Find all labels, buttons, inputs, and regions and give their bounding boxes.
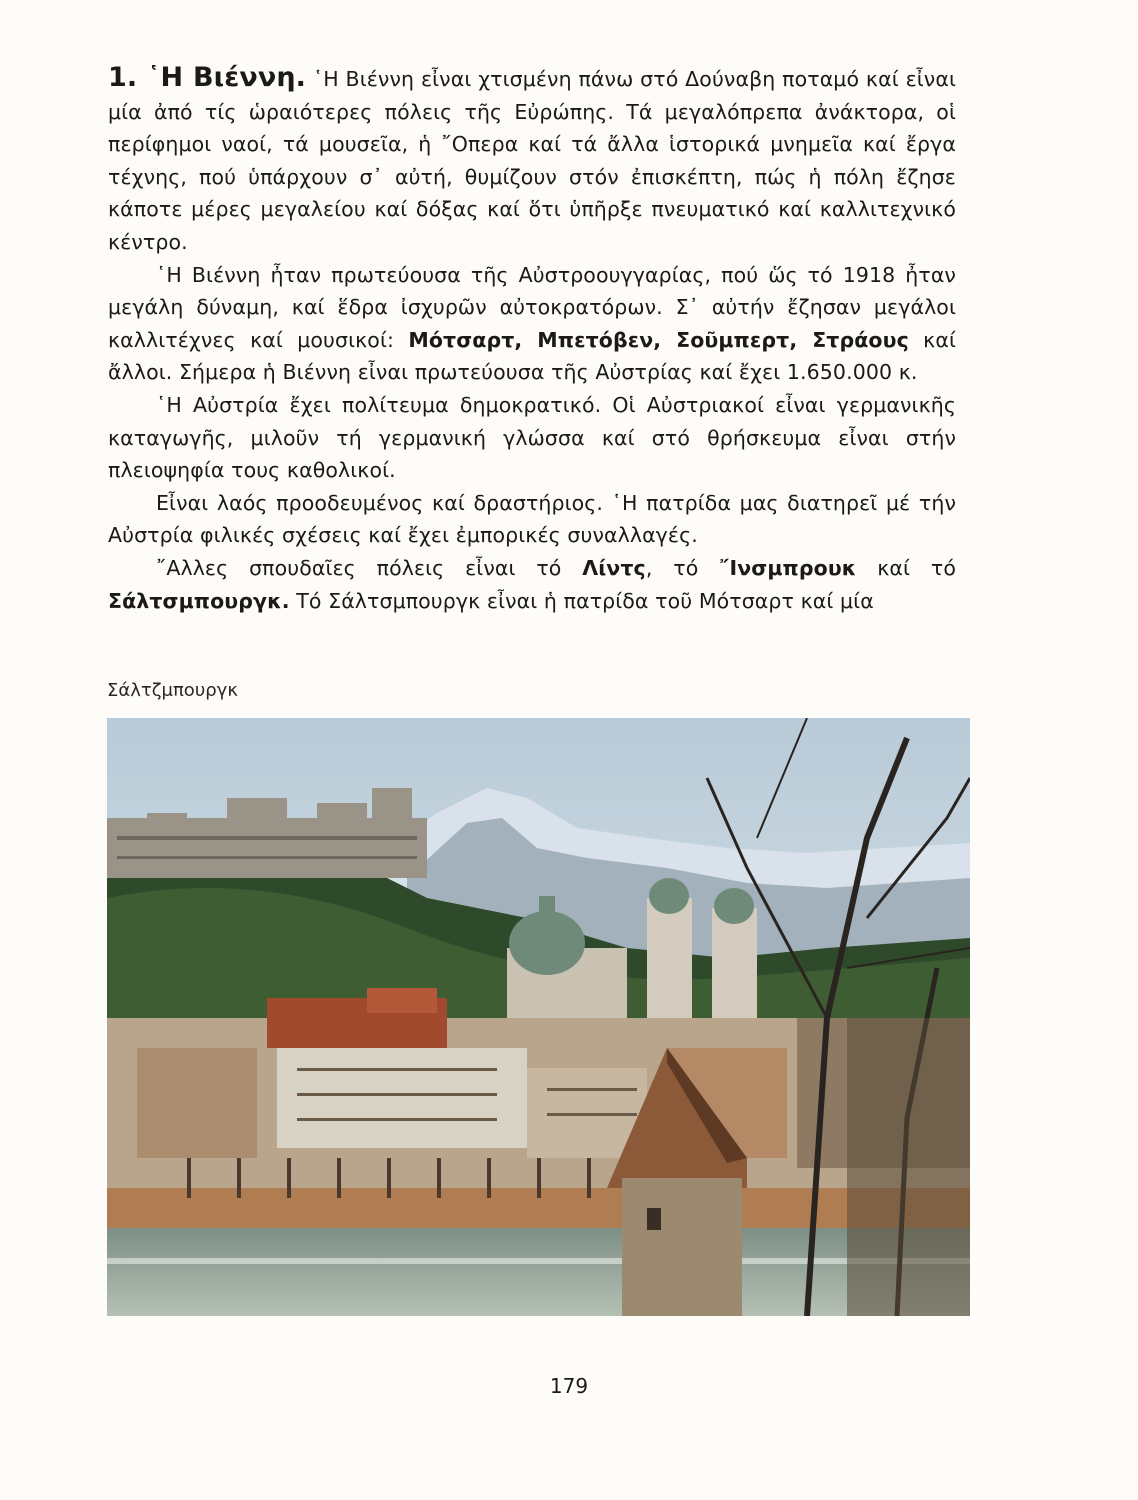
body-text: [108, 62, 956, 617]
section-heading: 1. ῾Η Βιέννη.: [108, 62, 307, 93]
paragraph-text: καί τό: [856, 555, 956, 580]
city-linz: Λίντς: [582, 555, 646, 580]
paragraph-text: ῾Η Βιέννη εἶναι χτισμένη πάνω στό Δούναβη ποταμό καί εἶναι μία ἀπό τίς ὡραιότερες πόλεις τῆς Εὐρώπης. Τά μεγαλόπρεπα ἀνάκτορα, οἱ περίφημοι ναοί, τά μουσεῖα, ἡ ῎Οπερα καί τά ἄλλα ἱστορικά μνημεῖα καί ἔργα τέχνης, πού ὑπάρχουν σ᾽ αὐτή, θυμίζουν στόν ἐπισκέπτη, πώς ἡ πόλη ἔζησε κάποτε μέρες μεγαλείου καί δόξας καί ὅτι ὑπῆρξε πνευματικό καί καλλιτεχνικό κέντρο.: [108, 67, 956, 254]
paragraph-text: Τό Σάλτσμπουργκ εἶναι ἡ πατρίδα τοῦ Μότσαρτ καί μία: [289, 588, 874, 613]
salzburg-illustration: [107, 718, 970, 1316]
river: [107, 1228, 970, 1316]
paragraph-austria-hungary: [108, 259, 956, 389]
paragraph-vienna-intro: [108, 62, 956, 259]
paragraph-text: ῾Η Βιέννη ἦταν πρωτεύουσα τῆς Αὐστροουγγαρίας, πού ὥς τό 1918 ἦταν μεγάλη δύναμη, καί ἕδρα ἰσχυρῶν αὐτοκρατόρων. Σ᾽ αὐτήν ἔζησαν μεγάλοι καλλιτέχνες καί μουσικοί:: [108, 262, 956, 352]
paragraph-other-cities: [108, 552, 956, 617]
composer-names: Μότσαρτ, Μπετόβεν, Σοῦμπερτ, Στράους: [408, 327, 909, 352]
paragraph-text: καί ἄλλοι. Σήμερα ἡ Βιέννη εἶναι πρωτεύουσα τῆς Αὐστρίας καί ἔχει 1.650.000 κ.: [108, 327, 957, 385]
city-salzburg: Σάλτσμπουργκ.: [108, 588, 290, 613]
paragraph-austria-relations: Εἶναι λαός προοδευμένος καί δραστήριος. ῾Η πατρίδα μας διατηρεῖ μέ τήν Αὐστρία φιλικές σχέσεις καί ἔχει ἐμπορικές συναλλαγές.: [108, 490, 956, 548]
paragraph-austria-government: ῾Η Αὐστρία ἔχει πολίτευμα δημοκρατικό. Οἱ Αὐστριακοί εἶναι γερμανικῆς καταγωγῆς, μιλοῦν τή γερμανική γλώσσα καί στό θρήσκευμα εἶναι στήν πλειοψηφία τους καθολικοί.: [108, 392, 956, 483]
city-innsbruck: ῎Ινσμπρουκ: [719, 555, 857, 580]
figure-caption: Σάλτζμπουργκ: [107, 680, 238, 701]
page-number: 179: [549, 1374, 589, 1398]
salzburg-photo: [107, 718, 970, 1316]
paragraph-text: , τό: [645, 555, 720, 580]
paragraph-text: ῎Αλλες σπουδαῖες πόλεις εἶναι τό: [156, 555, 583, 580]
